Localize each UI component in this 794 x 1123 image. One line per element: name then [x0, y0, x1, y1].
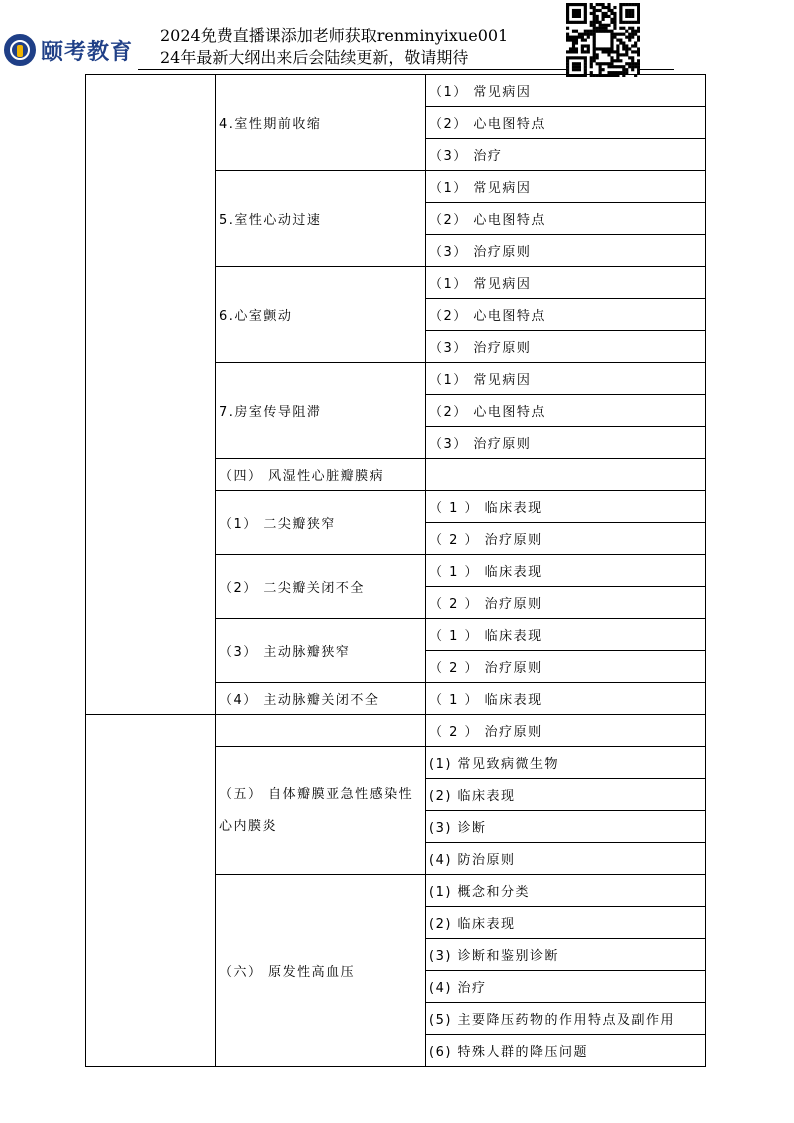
detail-cell: （ 2 ） 治疗原则: [426, 587, 706, 619]
detail-cell: （ 2 ） 治疗原则: [426, 651, 706, 683]
detail-cell: （3） 治疗: [426, 139, 706, 171]
detail-cell: （2） 心电图特点: [426, 107, 706, 139]
topic-cell: （六） 原发性高血压: [216, 875, 426, 1067]
syllabus-table: [85, 74, 706, 1067]
topic-cell: 4.室性期前收缩: [216, 75, 426, 171]
detail-cell: (3) 诊断和鉴别诊断: [426, 939, 706, 971]
topic-cell: （4） 主动脉瓣关闭不全: [216, 683, 426, 715]
detail-cell: (4) 防治原则: [426, 843, 706, 875]
detail-cell: （ 1 ） 临床表现: [426, 619, 706, 651]
table-row: [86, 75, 706, 107]
topic-cell: （1） 二尖瓣狭窄: [216, 491, 426, 555]
detail-cell: （1） 常见病因: [426, 75, 706, 107]
category-cell: [86, 75, 216, 715]
logo-text: 颐考教育: [41, 40, 134, 65]
topic-cell: 6.心室颤动: [216, 267, 426, 363]
detail-cell: （2） 心电图特点: [426, 395, 706, 427]
topic-cell: （2） 二尖瓣关闭不全: [216, 555, 426, 619]
detail-cell: （ 2 ） 治疗原则: [426, 523, 706, 555]
detail-cell: （3） 治疗原则: [426, 235, 706, 267]
detail-cell: (5) 主要降压药物的作用特点及副作用: [426, 1003, 706, 1035]
topic-cell: 5.室性心动过速: [216, 171, 426, 267]
detail-cell: （ 1 ） 临床表现: [426, 491, 706, 523]
detail-cell: (3) 诊断: [426, 811, 706, 843]
header-banner: [160, 25, 565, 69]
detail-cell: （3） 治疗原则: [426, 427, 706, 459]
logo: [4, 32, 154, 68]
detail-cell: （1） 常见病因: [426, 363, 706, 395]
banner-line-2: 24年最新大纲出来后会陆续更新，敬请期待: [160, 48, 469, 67]
detail-cell: （1） 常见病因: [426, 171, 706, 203]
topic-cell: （3） 主动脉瓣狭窄: [216, 619, 426, 683]
logo-emblem-icon: [4, 34, 36, 66]
detail-cell: (2) 临床表现: [426, 779, 706, 811]
detail-cell: （2） 心电图特点: [426, 299, 706, 331]
category-cell: [86, 715, 216, 1067]
banner-line-1: 2024免费直播课添加老师获取renminyixue001: [160, 26, 509, 45]
detail-cell: （3） 治疗原则: [426, 331, 706, 363]
detail-cell: （2） 心电图特点: [426, 203, 706, 235]
topic-cell: 7.房室传导阻滞: [216, 363, 426, 459]
detail-cell: (6) 特殊人群的降压问题: [426, 1035, 706, 1067]
detail-cell: （1） 常见病因: [426, 267, 706, 299]
detail-cell: (4) 治疗: [426, 971, 706, 1003]
qr-code-icon: [566, 3, 640, 77]
topic-cell: （五） 自体瓣膜亚急性感染性心内膜炎: [216, 747, 426, 875]
table-row: [86, 715, 706, 747]
detail-cell: (1) 概念和分类: [426, 875, 706, 907]
detail-cell: [426, 459, 706, 491]
detail-cell: （ 2 ） 治疗原则: [426, 715, 706, 747]
topic-cell: [216, 715, 426, 747]
detail-cell: （ 1 ） 临床表现: [426, 555, 706, 587]
detail-cell: （ 1 ） 临床表现: [426, 683, 706, 715]
detail-cell: (1) 常见致病微生物: [426, 747, 706, 779]
detail-cell: (2) 临床表现: [426, 907, 706, 939]
topic-cell: （四） 风湿性心脏瓣膜病: [216, 459, 426, 491]
